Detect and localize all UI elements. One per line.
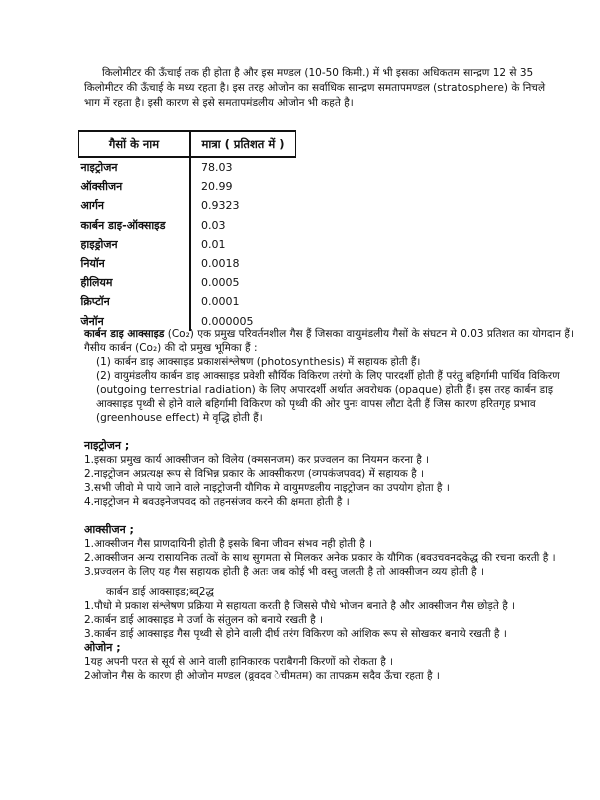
- table-row: [79, 216, 296, 235]
- header-quantity: मात्रा ( प्रतिशत में ): [190, 131, 296, 157]
- table-row: [79, 177, 296, 196]
- co2-point-2: (2) वायुमंडलीय कार्बन डाइ आक्साइड प्रवेशी सौर्यिक विकिरण तरंगो के लिए पारदर्शी होती हैं परंतु बहिर्गामी पार्थिव विकिरण (outgoing terrestrial radiation) के लिए अपारदर्शी अर्थात अवरोधक (opaque) होती हैं। इस तरह कार्बन डाइ आक्साइड पृथ्वी से होने वाले बहिर्गामी विकिरण को पृथ्वी की ओर पुनः वापस लौटा देती हैं जिस कारण हरितगृह प्रभाव (greenhouse effect) मे वृद्धि होती हैं।: [96, 370, 560, 424]
- gas-name: क्रिप्टॉन: [79, 292, 191, 311]
- list-item: 3.सभी जीवो मे पाये जाने वाले नाइट्रोजनी यौगिक मे वायुमण्डलीय नाइट्रोजन का उपयोग होता है ।: [84, 482, 450, 494]
- header-gas-name: गैसों के नाम: [79, 131, 191, 157]
- gas-percent: 0.0018: [201, 257, 240, 271]
- list-item: 2.नाइट्रोजन अप्रत्यक्ष रूप से विभिन्न प्रकार के आक्सीकरण (व्गपकंजपवद) में सहायक है ।: [84, 468, 424, 480]
- carbon-list: [84, 599, 574, 641]
- gas-composition-table: [78, 130, 296, 331]
- gas-percent: 0.03: [201, 218, 226, 232]
- nitrogen-heading: नाइट्रोजन ;: [84, 439, 130, 452]
- oxygen-list: [84, 537, 574, 579]
- co2-lead: कार्बन डाइ आक्साइड: [84, 328, 165, 340]
- table-row: [79, 273, 296, 292]
- co2-intro: [84, 327, 574, 355]
- gas-name: आर्गन: [79, 196, 191, 215]
- list-item: 2ओजोन गैस के कारण ही ओजोन मण्डल (व्र्रवदव ेचीमतम) का तापक्रम सदैव ऊँचा रहता है ।: [84, 670, 440, 682]
- list-item: 3.कार्बन डाई आक्साइड गैस पृथ्वी से होने वाली दीर्घ तरंग विकिरण को आंशिक रूप से सोखकर बनाये रखती है ।: [84, 628, 507, 640]
- gas-percent: 20.99: [201, 180, 233, 194]
- gas-percent: 0.000005: [201, 314, 254, 328]
- gas-percent: 0.01: [201, 237, 226, 251]
- list-item: 1यह अपनी परत से सूर्य से आने वाली हानिकारक पराबैगनी किरणों को रोकता है ।: [84, 656, 394, 668]
- list-item: 2.कार्बन डाई आक्साइड मे उर्जा के संतुलन को बनाये रखती है ।: [84, 614, 324, 626]
- gas-name: ऑक्सीजन: [79, 177, 191, 196]
- co2-point-1: (1) कार्बन डाइ आक्साइड प्रकाशसंश्लेषण (photosynthesis) में सहायक होती हैं।: [96, 356, 421, 368]
- ozone-list: [84, 655, 574, 683]
- list-item: 3.प्रज्वलन के लिए यह गैस सहायक होती है अतः जब कोई भी वस्तु जलती है तो आक्सीजन व्यय होती है ।: [84, 566, 484, 578]
- content-body: [84, 327, 574, 683]
- gas-percent: 0.0005: [201, 276, 240, 290]
- table-header-row: [79, 131, 296, 157]
- ozone-heading: ओजोन ;: [84, 641, 121, 654]
- gas-percent: 0.0001: [201, 295, 240, 309]
- gas-name: हाइड्रोजन: [79, 235, 191, 254]
- gas-name: जेनॉन: [79, 312, 191, 331]
- table-row: [79, 292, 296, 311]
- co2-lead-rest: (Co₂) एक प्रमुख परिवर्तनशील गैस हैं जिसका वायुमंडलीय गैसों के संघटन मे 0.03 प्रतिशत का योगदान हैं। गैसीय कार्बन (Co₂) की दो प्रमुख भूमिका हैं :: [84, 328, 574, 354]
- gas-name: हीलियम: [79, 273, 191, 292]
- intro-paragraph: किलोमीटर की ऊँचाई तक ही होता है और इस मण्डल (10-50 किमी.) में भी इसका अधिकतम सान्द्रण 12 से 35 किलोमीटर की ऊँचाई के मध्य रहता है। इस तरह ओजोन का सर्वाधिक सान्द्रण समतापमण्डल (stratosphere) के निचले भाग में रहता है। इसी कारण से इसे समतापमंडलीय ओजोन भी कहते है।: [84, 67, 546, 109]
- gas-name: कार्बन डाइ-ऑक्साइड: [79, 216, 191, 235]
- list-item: 4.नाइट्रोजन मे बवउइनेजपवद को तहनसंजव करने की क्षमता होती है ।: [84, 496, 350, 508]
- gas-name: नाइट्रोजन: [79, 157, 191, 177]
- list-item: 2.आक्सीजन अन्य रासायनिक तत्वों के साथ सुगमता से मिलकर अनेक प्रकार के यौगिक (बवउचवनदकेद्ध की रचना करती है ।: [84, 552, 556, 564]
- gas-percent: 78.03: [201, 161, 233, 175]
- table-row: [79, 254, 296, 273]
- table-row: [79, 157, 296, 177]
- carbon-heading: कार्बन डाई आक्साइड;ब्व्2द्ध: [106, 586, 214, 598]
- oxygen-heading: आक्सीजन ;: [84, 523, 134, 536]
- list-item: 1.इसका प्रमुख कार्य आक्सीजन को विलेय (क्मसनजम) कर प्रज्वलन का नियमन करना है ।: [84, 454, 430, 466]
- list-item: 1.पौधो मे प्रकाश संश्लेषण प्रक्रिया मे सहायता करती है जिससे पौधे भोजन बनाते है और आक्सीजन गैस छोड़ते है ।: [84, 600, 516, 612]
- nitrogen-list: [84, 453, 574, 509]
- table-row: [79, 235, 296, 254]
- table-row: [79, 196, 296, 215]
- gas-percent: 0.9323: [201, 199, 240, 213]
- gas-name: नियॉन: [79, 254, 191, 273]
- list-item: 1.आक्सीजन गैस प्राणदायिनी होती है इसके बिना जीवन संभव नही होती है ।: [84, 538, 373, 550]
